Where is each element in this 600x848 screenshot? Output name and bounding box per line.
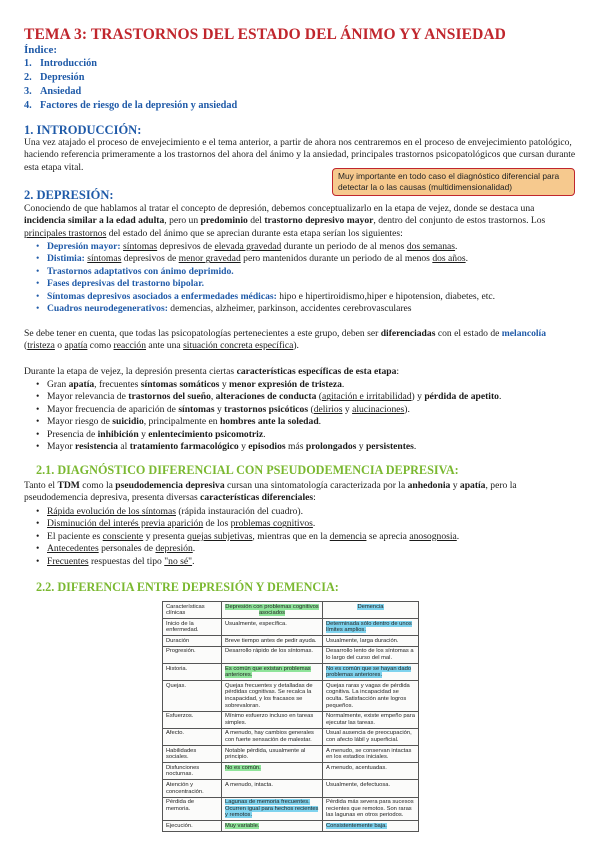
list-item: • Mayor frecuencia de aparición de síntomas y trastornos psicóticos (delirios y alucinaciones).: [36, 404, 501, 416]
table-cell: Historia.: [163, 664, 222, 681]
table-cell: Atención y concentración.: [163, 780, 222, 797]
depresion-paragraph-2: Se debe tener en cuenta, que todas las psicopatologías pertenecientes a este grupo, deben ser diferenciadas con el estado de melancolía (tristeza o apatía como reacción ante una situación concreta específica).: [24, 328, 547, 352]
diagnostico-heading: 2.1. DIAGNÓSTICO DIFERENCIAL CON PSEUDODEMENCIA DEPRESIVA:: [36, 463, 459, 477]
depresion-heading: 2. DEPRESIÓN:: [24, 188, 114, 202]
list-item: • Antecedentes personales de depresión.: [36, 543, 459, 555]
table-cell: Usualmente, específica.: [222, 619, 323, 636]
list-item: • Mayor resistencia al tratamiento farmacológico y episodios más prolongados y persistentes.: [36, 441, 501, 453]
table-cell: Inicio de la enfermedad.: [163, 619, 222, 636]
table-cell: Desarrollo lento de los síntomas a lo largo del curso del mal.: [323, 646, 419, 663]
table-cell: Progresión.: [163, 646, 222, 663]
table-cell: A menudo, hay cambios generales con fuerte sensación de malestar.: [222, 728, 323, 745]
table-cell: Notable pérdida, usualmente al principio.: [222, 746, 323, 763]
table-cell: Quejas.: [163, 681, 222, 711]
table-cell: Breve tiempo antes de pedir ayuda.: [222, 636, 323, 647]
index-label: Introducción: [40, 58, 98, 69]
list-item: • Presencia de inhibición y enlentecimiento psicomotriz.: [36, 429, 501, 441]
table-cell: Habilidades sociales.: [163, 746, 222, 763]
list-item: • Distimia: síntomas depresivos de menor gravedad pero mantenidos durante un periodo de al menos dos años.: [36, 253, 495, 265]
table-row: [163, 636, 419, 647]
list-item: • Fases depresivas del trastorno bipolar.: [36, 278, 495, 290]
table-cell: Lagunas de memoria frecuentes. Ocurren igual para hechos recientes y remotos.: [222, 797, 323, 821]
table-cell: Quejas frecuentes y detalladas de pérdidas cognitivas. Se recalca la incapacidad, y los fracasos se sobrevaloran.: [222, 681, 323, 711]
list-item: • Trastornos adaptativos con ánimo deprimido.: [36, 266, 495, 278]
table-cell: Muy variable.: [222, 821, 323, 832]
table-cell: Mínimo esfuerzo incluso en tareas simples.: [222, 711, 323, 728]
comparison-table: [162, 601, 419, 832]
table-cell: Disfunciones nocturnas.: [163, 763, 222, 780]
table-row: [163, 728, 419, 745]
table-row: [163, 746, 419, 763]
table-cell: Quejas raras y vagas de pérdida cognitiva. La incapacidad se oculta. Satisfacción ante logros pequeños.: [323, 681, 419, 711]
table-cell: A menudo, se conservan intactas en los estadios iniciales.: [323, 746, 419, 763]
diferencia-heading: 2.2. DIFERENCIA ENTRE DEPRESIÓN Y DEMENCIA:: [36, 580, 339, 594]
table-cell: A menudo, acentuadas.: [323, 763, 419, 780]
list-item: • Gran apatía, frecuentes síntomas somáticos y menor expresión de tristeza.: [36, 379, 501, 391]
table-row: [163, 711, 419, 728]
index-num: 3.: [24, 86, 32, 97]
table-header-row: [163, 602, 419, 619]
table-cell: Duración: [163, 636, 222, 647]
table-cell: Consistentemente baja.: [323, 821, 419, 832]
list-item: • Depresión mayor: síntomas depresivos de elevada gravedad durante un periodo de al menos dos semanas.: [36, 241, 495, 253]
features-list: [36, 379, 501, 453]
table-cell: Determinada sólo dentro de unos límites amplios.: [323, 619, 419, 636]
table-cell: Ejecución.: [163, 821, 222, 832]
disorder-types-list: [36, 241, 495, 315]
table-row: [163, 763, 419, 780]
index-label: Ansiedad: [40, 86, 82, 97]
table-row: [163, 646, 419, 663]
list-item: • Cuadros neurodegenerativos: demencias, alzheimer, parkinson, accidentes cerebrovasculares: [36, 303, 495, 315]
list-item: • Mayor riesgo de suicidio, principalmente en hombres ante la soledad.: [36, 416, 501, 428]
table-cell: Afecto.: [163, 728, 222, 745]
table-header: Depresión con problemas cognitivos asociados: [222, 602, 323, 619]
list-item: • El paciente es consciente y presenta quejas subjetivas, mientras que en la demencia se aprecia anosognosia.: [36, 531, 459, 543]
table-row: [163, 821, 419, 832]
table-cell: Usualmente, larga duración.: [323, 636, 419, 647]
intro-heading: 1. INTRODUCCIÓN:: [24, 123, 142, 137]
table-cell: Esfuerzos.: [163, 711, 222, 728]
depresion-paragraph-1: Conociendo de que hablamos al tratar el concepto de depresión, debemos conceptualizarlo en la etapa de vejez, donde se destaca una incidencia similar a la edad adulta, pero un predominio del trastorno depresivo mayor, dentro del conjunto de estos trastornos. Los principales trastornos del estado del ánimo que se aprecian durante esta etapa serían los siguientes:: [24, 203, 546, 239]
table-row: [163, 664, 419, 681]
note-box: Muy importante en todo caso el diagnóstico diferencial para detectar la o las causas (multidimensionalidad): [332, 168, 575, 196]
index-label: Depresión: [40, 72, 85, 83]
table-row: [163, 619, 419, 636]
page-title: TEMA 3: TRASTORNOS DEL ESTADO DEL ÁNIMO YY ANSIEDAD: [24, 26, 506, 43]
index-num: 2.: [24, 72, 32, 83]
table-cell: Es común que existan problemas anteriores.: [222, 664, 323, 681]
index-list: [24, 57, 237, 113]
list-item: • Disminución del interés previa aparición de los problemas cognitivos.: [36, 518, 459, 530]
index-num: 4.: [24, 100, 32, 111]
table-row: [163, 681, 419, 711]
table-row: [163, 780, 419, 797]
list-item: • Mayor relevancia de trastornos del sueño, alteraciones de conducta (agitación e irritabilidad) y pérdida de apetito.: [36, 391, 501, 403]
intro-text: Una vez atajado el proceso de envejecimiento e el tema anterior, a partir de ahora nos centraremos en el proceso de envejecimiento patológico, haciendo referencia primeramente a los trastornos del ahora del ánimo y la ansiedad, principales trastornos psicopatológicos que cursan durante esta etapa vital.: [24, 137, 576, 173]
table-cell: Usual ausencia de preocupación, con afecto lábil y superficial.: [323, 728, 419, 745]
table-header: Demencia: [323, 602, 419, 619]
index-item: [24, 57, 237, 71]
list-item: • Síntomas depresivos asociados a enfermedades médicas: hipo e hipertiroidismo,hiper e hipotension, diabetes, etc.: [36, 291, 495, 303]
table-row: [163, 797, 419, 821]
table-cell: No es común.: [222, 763, 323, 780]
index-item: [24, 71, 237, 85]
table-cell: Pérdida más severa para sucesos recientes que remotos. Son raras las lagunas en otros periodos.: [323, 797, 419, 821]
table-cell: No es común que se hayan dado problemas anteriores.: [323, 664, 419, 681]
list-item: • Frecuentes respuestas del tipo "no sé".: [36, 556, 459, 568]
list-item: • Rápida evolución de los síntomas (rápida instauración del cuadro).: [36, 506, 459, 518]
index-num: 1.: [24, 58, 32, 69]
table-cell: Pérdida de memoria.: [163, 797, 222, 821]
table-cell: Normalmente, existe empeño para ejecutar las tareas.: [323, 711, 419, 728]
diagnostico-paragraph: Tanto el TDM como la pseudodemencia depresiva cursan una sintomatología caracterizada por la anhedonia y apatía, pero la pseudodemencia depresiva, presenta diversas características diferenciales:: [24, 480, 517, 504]
table-header: Características clínicas: [163, 602, 222, 619]
index-label: Factores de riesgo de la depresión y ansiedad: [40, 100, 238, 111]
depresion-paragraph-3: Durante la etapa de vejez, la depresión presenta ciertas características específicas de esta etapa:: [24, 366, 400, 377]
table-cell: A menudo, intacta.: [222, 780, 323, 797]
diagnostico-list: [36, 506, 459, 568]
index-item: [24, 85, 237, 99]
index-heading: Índice:: [24, 44, 57, 56]
index-item: [24, 99, 237, 113]
table-cell: Desarrollo rápido de los síntomas.: [222, 646, 323, 663]
table-cell: Usualmente, defectuosa.: [323, 780, 419, 797]
